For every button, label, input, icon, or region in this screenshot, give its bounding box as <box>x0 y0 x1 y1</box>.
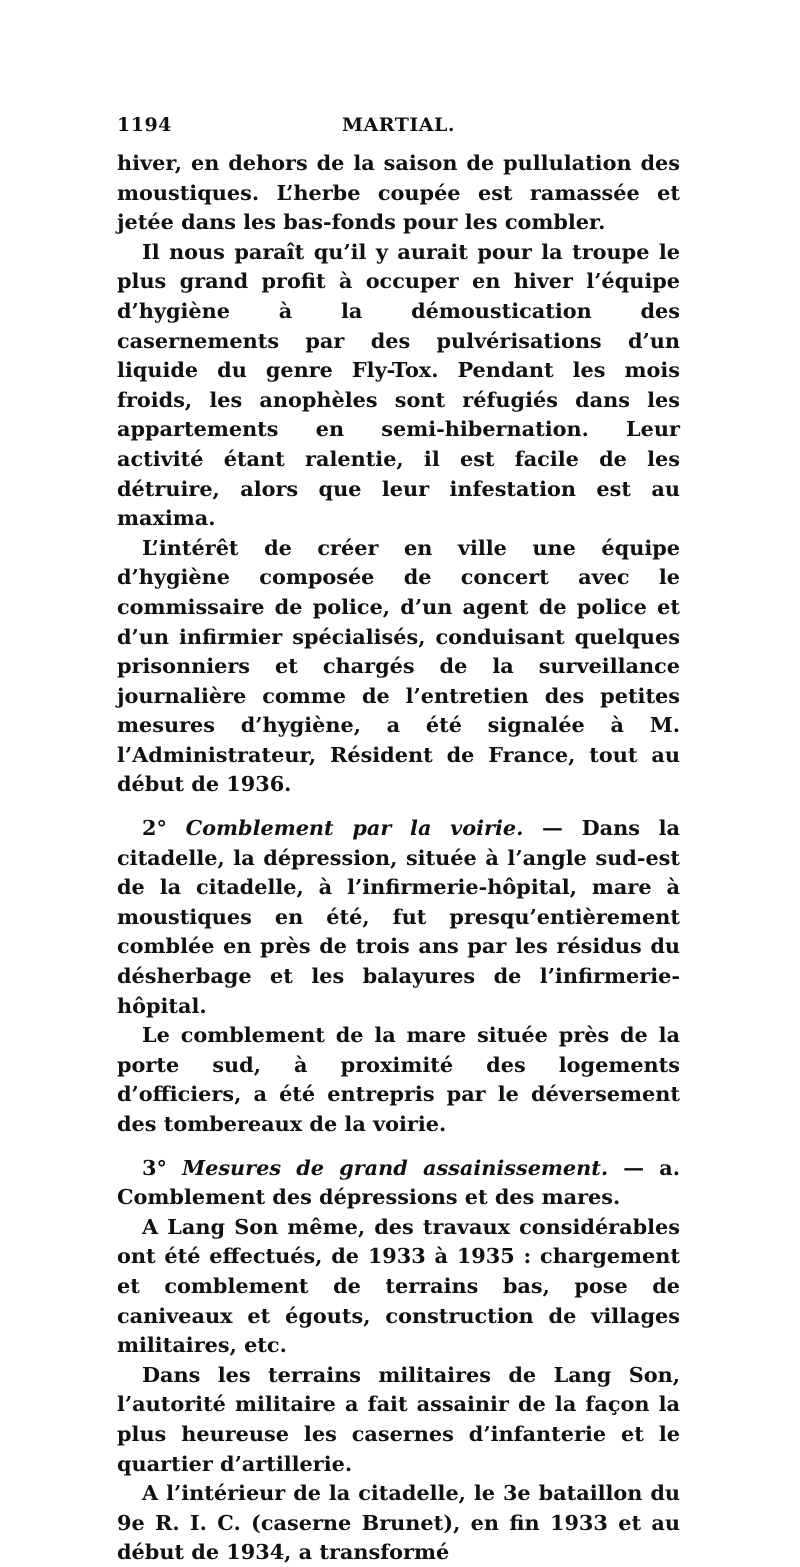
section-number: 3° <box>142 1154 167 1180</box>
page-number: 1194 <box>117 114 172 136</box>
section-text: — Dans la citadelle, la dépression, située à l’angle sud-est de la citadelle, à l’infirmerie-hôpital, mare à moustiques en été, fut presqu’entièrement comblée en près de trois ans par les résidus du désherbage et les balayures de l’infirmerie-hôpital. <box>117 815 680 1018</box>
paragraph: A Lang Son même, des travaux considérables ont été effectués, de 1933 à 1935 : chargement et comblement de terrains bas, pose de caniveaux et égouts, construction de villages militaires, etc. <box>117 1213 680 1358</box>
section-heading: Comblement par la voirie. <box>185 815 524 841</box>
paragraph: Le comblement de la mare située près de la porte sud, à proximité des logements d’officiers, a été entrepris par le déversement des tombereaux de la voirie. <box>117 1022 680 1136</box>
paragraph: A l’intérieur de la citadelle, le 3e bataillon du 9e R. I. C. (caserne Brunet), en fin 1933 et au début de 1934, a transformé <box>117 1480 680 1565</box>
paragraph: L’intérêt de créer en ville une équipe d’hygiène composée de concert avec le commissaire de police, d’un agent de police et d’un infirmier spécialisés, conduisant quelques prisonniers et chargés de la surveillance journalière comme de l’entretien des petites mesures d’hygiène, a été signalée à M. l’Administrateur, Résident de France, tout au début de 1936. <box>117 534 680 797</box>
paragraph: Il nous paraît qu’il y aurait pour la troupe le plus grand profit à occuper en hiver l’équipe d’hygiène à la démoustication des casernements par des pulvérisations d’un liquide du genre Fly-Tox. Pendant les mois froids, les anophèles sont réfugiés dans les appartements en semi-hibernation. Leur activité étant ralentie, il est facile de les détruire, alors que leur infestation est au maxima. <box>117 238 680 531</box>
body-text <box>117 148 680 1567</box>
section-heading: Mesures de grand assainissement. <box>182 1154 609 1180</box>
running-title: MARTIAL. <box>342 114 455 136</box>
section-number: 2° <box>142 815 167 841</box>
paragraph: hiver, en dehors de la saison de pullulation des moustiques. L’herbe coupée est ramassée et jetée dans les bas-fonds pour les combler. <box>117 150 680 235</box>
paragraph: Dans les terrains militaires de Lang Son, l’autorité militaire a fait assainir de la façon la plus heureuse les casernes d’infanterie et le quartier d’artillerie. <box>117 1361 680 1476</box>
section-3-paragraph <box>117 1153 680 1212</box>
section-2-paragraph <box>117 813 680 1020</box>
running-head <box>117 114 680 144</box>
section-text: — a. Comblement des dépressions et des mares. <box>117 1154 680 1210</box>
